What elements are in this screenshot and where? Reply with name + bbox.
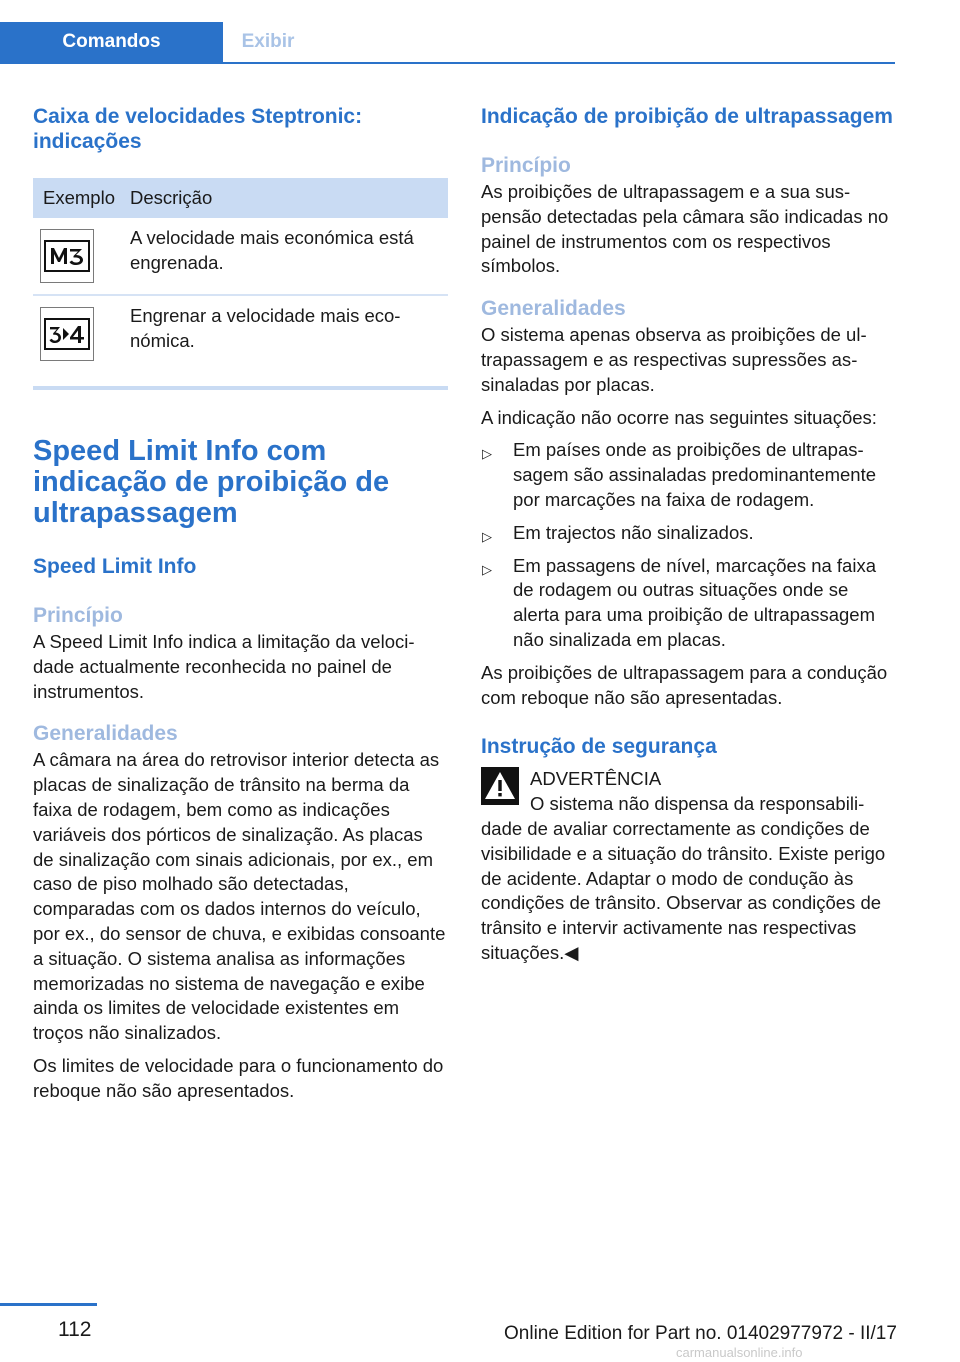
principio-text: A Speed Limit Info indica a limitação da velocidade actualmente reconhecida no painel de instrumentos. xyxy=(33,631,415,702)
gear-m3-icon xyxy=(40,229,94,283)
generalidades-paragraph: O sistema apenas observa as proibições de ultrapassagem e as respectivas supressões assinaladas por placas. xyxy=(481,324,867,395)
generalidades-heading: Generalidades xyxy=(481,297,626,321)
table-row xyxy=(33,218,448,296)
list-item: ▷ Em países onde as proibições de ultrapassagem são assinaladas predominantemente por marcações na faixa de rodagem. xyxy=(482,439,877,510)
tab-comandos[interactable]: Comandos xyxy=(0,22,223,62)
warning-triangle-icon xyxy=(481,767,519,805)
edition-text: Online Edition for Part no. 01402977972 - II/17 xyxy=(504,1323,897,1344)
speed-limit-title: Speed Limit Info com indicação de proibição de ultrapassagem xyxy=(33,435,390,529)
watermark: carmanualsonline.info xyxy=(676,1345,803,1360)
situations-list xyxy=(481,438,897,652)
col-header-example: Exemplo xyxy=(43,187,115,208)
steptronic-heading: Caixa de velocidades Steptronic: indicações xyxy=(33,105,363,153)
table-cell-description: A velocidade mais económica está engrenada. xyxy=(130,227,414,273)
list-item: ▷ Em trajectos não sinalizados. xyxy=(481,521,897,546)
col-header-description: Descrição xyxy=(130,187,213,208)
warning-block xyxy=(481,767,897,965)
overtaking-heading: Indicação de proibição de ultrapassagem xyxy=(481,105,893,128)
principio-heading: Princípio xyxy=(481,154,571,177)
bullet-triangle-icon: ▷ xyxy=(482,446,492,462)
bullet-triangle-icon: ▷ xyxy=(482,561,492,577)
principio-heading: Princípio xyxy=(33,604,123,627)
right-column xyxy=(481,104,897,966)
generalidades-heading: Generalidades xyxy=(33,722,178,746)
indications-table xyxy=(33,178,448,390)
warning-label: ADVERTÊNCIA xyxy=(530,768,662,790)
speed-limit-info-heading: Speed Limit Info xyxy=(33,555,197,578)
footer-rule xyxy=(0,1303,97,1306)
bullet-triangle-icon: ▷ xyxy=(482,528,492,544)
table-bottom-rule xyxy=(33,386,448,390)
list-item: ▷ Em passagens de nível, marcações na faixa de rodagem ou outras situações onde se alerta para uma proibição de ultrapassagem não sinalizada em placas. xyxy=(482,554,876,650)
gear-shift-3-4-icon xyxy=(40,307,94,361)
tab-bar xyxy=(0,22,895,64)
warning-text: O sistema não dispensa da responsabilidade de avaliar correctamente as condições de visibilidade e a situação do trânsito. Existe perigo de acidente. Adaptar o modo de condução às condições de trânsito. Observar as condições de trânsito e intervir activamente nas respectivas situações.◀ xyxy=(481,793,886,963)
left-column xyxy=(33,104,448,1104)
generalidades-paragraph: Os limites de velocidade para o funcionamento do reboque não são apresentados. xyxy=(33,1054,444,1101)
tab-exibir[interactable]: Exibir xyxy=(241,31,295,52)
table-cell-description: Engrenar a velocidade mais económica. xyxy=(130,305,401,351)
safety-heading: Instrução de segurança xyxy=(481,735,717,759)
principio-text: As proibições de ultrapassagem e a sua suspensão detectadas pela câmara são indicadas no painel de instrumentos com os respectivos símbolos. xyxy=(481,181,889,277)
table-header xyxy=(33,178,448,218)
generalidades-paragraph: A indicação não ocorre nas seguintes situações: xyxy=(481,406,877,428)
trailer-note: As proibições de ultrapassagem para a condução com reboque não são apresentadas. xyxy=(481,661,888,708)
generalidades-paragraph: A câmara na área do retrovisor interior detecta as placas de sinalização de trânsito na berma da faixa de rodagem, bem como as indicações variáveis dos pórticos de sinalização. As placas de sinalização com sinais adicionais, por ex., em caso de piso molhado são detectadas, comparadas com os dados internos do veículo, por ex., do sensor de chuva, e exibidas consoante a situação. O sistema analisa as informações memorizadas no sistema de navegação e exibe ainda os limites de velocidade existentes em troços não sinalizados. xyxy=(33,749,446,1044)
page-number: 112 xyxy=(58,1318,92,1341)
table-row xyxy=(33,296,448,372)
